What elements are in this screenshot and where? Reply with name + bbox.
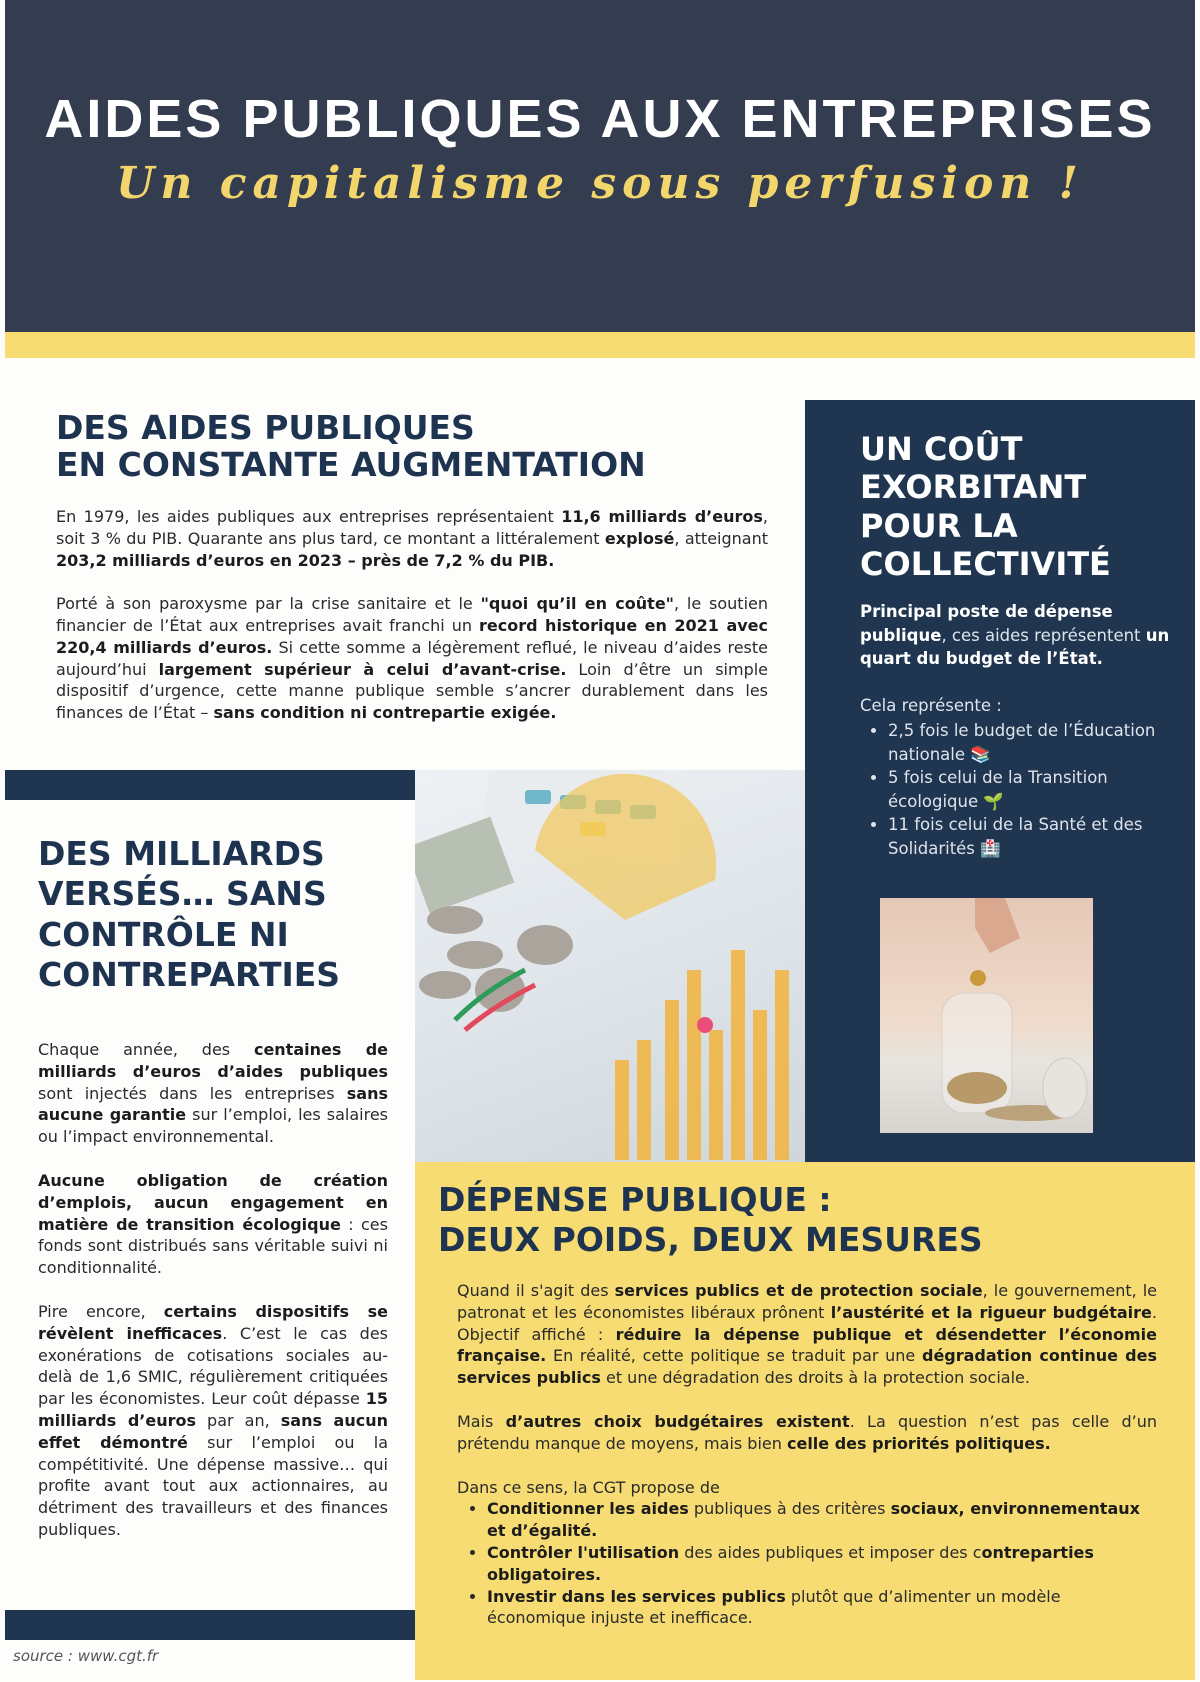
heading-line: CONTREPARTIES: [38, 954, 341, 994]
text-run: par an,: [196, 1410, 281, 1430]
navy-bar: [5, 1610, 415, 1640]
bold-text-run: record historique en 2021 avec 220,4 milliards d’euros.: [56, 616, 769, 657]
text-run: des aides publiques et imposer des c: [679, 1542, 982, 1562]
text-run: . La question n’est pas celle d’un prétendu manque de moyens, mais bien: [457, 1411, 1158, 1453]
heading-line: DÉPENSE PUBLIQUE :: [438, 1180, 832, 1219]
section-heading: [38, 834, 388, 995]
bold-text-run: sans aucune garantie: [38, 1083, 388, 1125]
intro-paragraph: [860, 600, 1170, 671]
page-title: AIDES PUBLIQUES AUX ENTREPRISES: [44, 89, 1156, 149]
bold-text-run: Contrôler l'utilisation: [487, 1542, 680, 1562]
paragraph: [38, 1301, 388, 1541]
bold-text-run: sociaux, environnementaux et d’égalité.: [487, 1499, 1140, 1541]
bold-text-run: Conditionner les aides: [487, 1499, 689, 1519]
text-run: Chaque année, des: [38, 1040, 254, 1059]
section-milliards-sans-controle: [38, 834, 388, 1541]
list-lead: Dans ce sens, la CGT propose de: [457, 1477, 720, 1497]
bold-text-run: dégradation continue des services publics: [457, 1346, 1158, 1388]
list-item: [487, 1586, 1157, 1630]
list-item: [487, 1498, 1157, 1542]
bold-text-run: 203,2 milliards d’euros en 2023 – près de 7,2 % du PIB.: [56, 550, 555, 570]
list-item: [888, 766, 1170, 813]
bold-text-run: largement supérieur à celui d’avant-crise.: [158, 659, 567, 679]
paragraph: [56, 593, 768, 724]
list-lead: Cela représente :: [860, 695, 1002, 715]
bold-text-run: sans condition ni contrepartie exigée.: [213, 703, 557, 723]
page-subtitle: Un capitalisme sous perfusion !: [116, 158, 1084, 209]
text-run: , le gouvernement, le patronat et les économistes libéraux prônent: [457, 1281, 1158, 1322]
text-run: , soit 3 % du PIB. Quarante ans plus tard, ce montant a littéralement: [56, 506, 768, 548]
heading-line: DES AIDES PUBLIQUES: [56, 408, 475, 447]
list-item: [487, 1542, 1157, 1586]
section-depense-publique: [415, 1162, 1195, 1680]
bold-text-run: 11,6 milliards d’euros: [561, 506, 763, 526]
bold-text-run: d’autres choix budgétaires existent: [505, 1411, 850, 1431]
heading-line: DES MILLIARDS: [38, 834, 325, 873]
text-run: Quand il s'agit des: [457, 1281, 615, 1300]
seedling-icon: 🌱: [983, 791, 1004, 811]
text-run: En 1979, les aides publiques aux entreprises représentaient: [56, 506, 562, 526]
source-credit: source : www.cgt.fr: [13, 1647, 159, 1665]
paragraph: [38, 1039, 388, 1148]
text-run: Si cette somme a légèrement reflué, le niveau d’aides reste aujourd’hui: [56, 637, 768, 679]
section-aides-augmentation: [56, 410, 768, 724]
text-run: . C’est le cas des exonérations de cotisations sociales au-delà de 1,6 SMIC, régulièrement critiquées par les économistes. Leur coût dépasse: [38, 1323, 388, 1409]
item-text: 2,5 fois le budget de l’Éducation nationale: [888, 721, 1156, 764]
bold-text-run: ontreparties obligatoires.: [487, 1542, 1094, 1584]
bold-text-run: Investir dans les services publics: [487, 1586, 786, 1606]
list-item: [888, 813, 1170, 860]
bold-text-run: Aucune obligation de création d’emplois, aucun engagement en matière de transition écologique: [38, 1170, 388, 1234]
bold-text-run: services publics et de protection sociale: [614, 1281, 983, 1300]
heading-line: CONTRÔLE NI: [38, 914, 289, 954]
bold-text-run: explosé: [604, 528, 675, 548]
paragraph: [457, 1280, 1157, 1389]
section-heading: [860, 430, 1190, 584]
text-run: Pire encore,: [38, 1301, 164, 1321]
heading-line: POUR LA: [860, 506, 1018, 545]
text-run: sur l’emploi, les salaires ou l’impact environnemental.: [38, 1105, 388, 1147]
heading-line: EXORBITANT: [860, 468, 1087, 507]
section-heading: [56, 410, 768, 484]
books-icon: 📚: [970, 744, 991, 764]
heading-line: EN CONSTANTE AUGMENTATION: [56, 444, 646, 484]
text-run: En réalité, cette politique se traduit par une: [546, 1346, 922, 1366]
heading-line: COLLECTIVITÉ: [860, 545, 1111, 584]
bold-text-run: 15 milliards d’euros: [38, 1389, 388, 1430]
paragraph: [38, 1170, 388, 1279]
bold-text-run: réduire la dépense publique et désendetter l’économie française.: [457, 1324, 1157, 1366]
text-run: sont injectés dans les entreprises: [38, 1083, 347, 1103]
bold-text-run: centaines de milliards d’euros d’aides publiques: [38, 1040, 388, 1081]
text-run: : ces fonds sont distribués sans véritable suivi ni conditionnalité.: [38, 1214, 388, 1278]
paragraph: [56, 506, 768, 571]
comparison-list: [888, 719, 1170, 860]
proposals-list: [487, 1498, 1157, 1629]
heading-line: DEUX POIDS, DEUX MESURES: [438, 1219, 983, 1259]
hospital-icon: 🏥: [980, 838, 1001, 858]
text-run: , ces aides représentent: [941, 625, 1146, 645]
bold-text-run: celle des priorités politiques.: [786, 1433, 1051, 1453]
heading-line: VERSÉS… SANS: [38, 874, 327, 914]
text-run: , atteignant: [674, 528, 768, 548]
coin-jar-photo: [880, 898, 1093, 1133]
bold-text-run: sans aucun effet démontré: [38, 1410, 388, 1452]
list-item: [888, 719, 1170, 766]
text-run: sur l’emploi ou la compétitivité. Une dépense massive… qui profite avant tout aux actionnaires, au détriment des travailleurs et des finances publiques.: [38, 1432, 389, 1539]
text-run: Mais: [457, 1411, 506, 1431]
yellow-divider: [5, 332, 1195, 358]
paragraph: [457, 1411, 1157, 1455]
bold-text-run: certains dispositifs se révèlent inefficaces: [38, 1301, 388, 1343]
item-text: 11 fois celui de la Santé et des Solidarités: [888, 815, 1143, 858]
item-text: 5 fois celui de la Transition écologique: [888, 768, 1108, 811]
text-run: Porté à son paroxysme par la crise sanitaire et le: [56, 594, 481, 614]
text-run: Loin d’être un simple dispositif d’urgence, cette manne publique semble s’ancrer durablement dans les finances de l’État –: [56, 659, 769, 723]
heading-line: UN COÛT: [860, 430, 1023, 468]
text-run: publiques à des critères: [688, 1499, 891, 1519]
bold-text-run: "quoi qu’il en coûte": [480, 594, 675, 614]
text-run: , le soutien financier de l’État aux entreprises avait franchi un: [56, 594, 769, 636]
section-heading: [438, 1180, 983, 1259]
text-run: . Objectif affiché :: [457, 1302, 1157, 1344]
bold-text-run: Principal poste de dépense publique: [860, 602, 1113, 645]
text-run: plutôt que d’alimenter un modèle économique injuste et inefficace.: [487, 1586, 1061, 1628]
navy-bar: [5, 770, 415, 800]
sales-report-photo: [415, 770, 805, 1162]
bold-text-run: l’austérité et la rigueur budgétaire: [830, 1302, 1152, 1322]
text-run: et une dégradation des droits à la protection sociale.: [600, 1368, 1030, 1388]
bold-text-run: un quart du budget de l’État.: [860, 625, 1170, 668]
